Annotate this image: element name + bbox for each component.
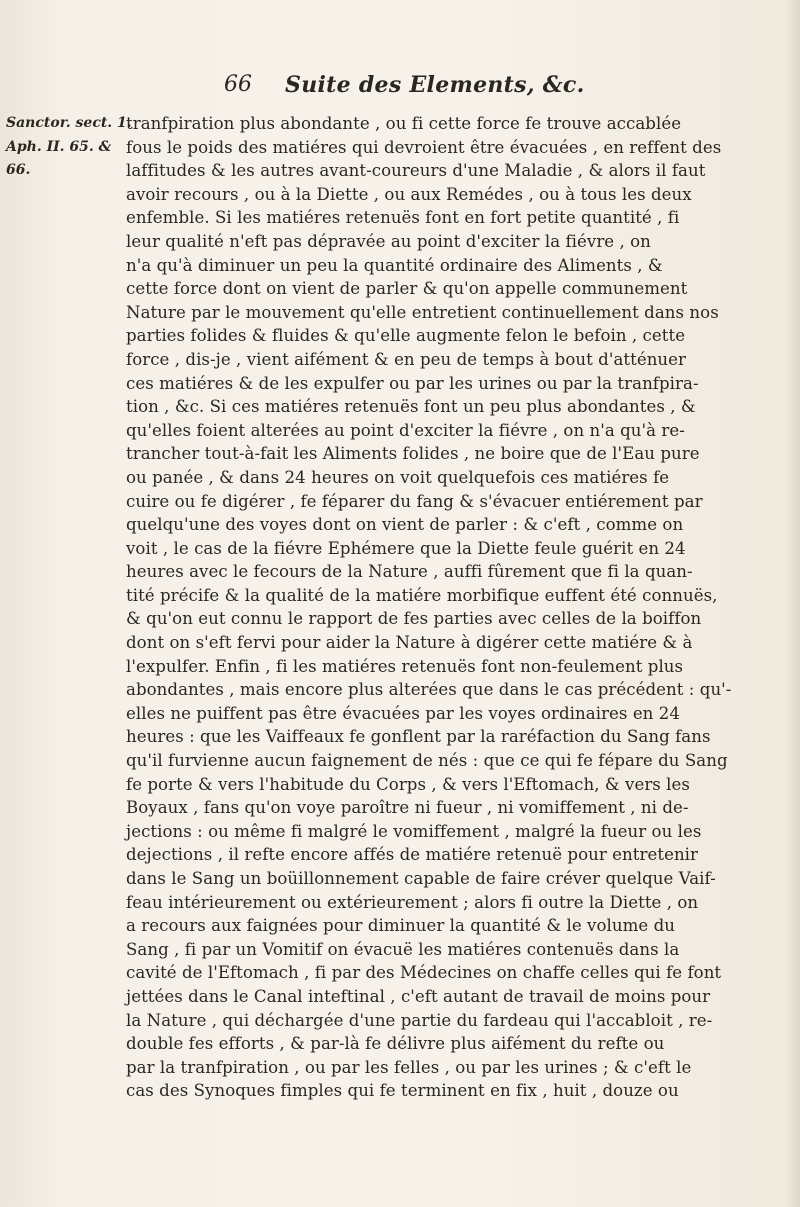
text-line: enfemble. Si les matiéres retenuës font en fort petite quantité , fi [126, 208, 680, 228]
page-header [0, 72, 800, 102]
text-line: elles ne puiffent pas être évacuées par les voyes ordinaires en 24 [126, 703, 680, 723]
margin-note: Aph. II. 65. & [6, 138, 112, 155]
text-line: cavité de l'Eftomach , fi par des Médecines on chaffe celles qui fe font [126, 963, 722, 983]
running-head: Suite des Elements, &c. [285, 72, 585, 98]
margin-note: Sanctor. sect. 1. [6, 115, 132, 131]
text-line: la Nature , qui déchargée d'une partie du fardeau qui l'accabloit , re- [126, 1010, 713, 1030]
text-line: double fes efforts , & par-là fe délivre plus aifément du refte ou [126, 1034, 665, 1054]
text-line: Sang , fi par un Vomitif on évacuë les matiéres contenuës dans la [126, 939, 680, 959]
page-gutter-shadow [786, 0, 800, 1207]
text-line: laffitudes & les autres avant-coureurs d'une Maladie , & alors il faut [126, 161, 706, 181]
text-line: ou panée , & dans 24 heures on voit quelquefois ces matiéres fe [126, 467, 670, 487]
text-line: qu'il furvienne aucun faignement de nés : que ce qui fe fépare du Sang [126, 751, 728, 771]
text-line: heures avec le fecours de la Nature , auffi fûrement que fi la quan- [126, 562, 693, 582]
text-line: avoir recours , ou à la Diette , ou aux Remédes , ou à tous les deux [126, 184, 692, 204]
text-line: par la tranfpiration , ou par les felles , ou par les urines ; & c'eft le [126, 1057, 692, 1077]
text-line: quelqu'une des voyes dont on vient de parler : & c'eft , comme on [126, 515, 684, 535]
text-line: feau intérieurement ou extérieurement ; alors fi outre la Diette , on [126, 892, 699, 912]
text-line: & qu'on eut connu le rapport de fes parties avec celles de la boiffon [126, 609, 702, 629]
margin-notes [6, 112, 132, 183]
text-line: ces matiéres & de les expulfer ou par les urines ou par la tranfpira- [126, 373, 699, 393]
text-line: fe porte & vers l'habitude du Corps , & vers l'Eftomach, & vers les [126, 774, 690, 794]
text-line: heures : que les Vaiffeaux fe gonflent par la raréfaction du Sang fans [126, 727, 711, 747]
page-number: 66 [224, 72, 252, 97]
text-line: dont on s'eft fervi pour aider la Nature à digérer cette matiére & à [126, 633, 693, 653]
text-line: tranfpiration plus abondante , ou fi cette force fe trouve accablée [126, 114, 682, 133]
text-line: Nature par le mouvement qu'elle entretient continuellement dans nos [126, 302, 719, 322]
body-text [126, 112, 776, 1103]
text-line: Boyaux , fans qu'on voye paroître ni fueur , ni vomiffement , ni de- [126, 798, 689, 818]
text-line: force , dis-je , vient aifément & en peu de temps à bout d'atténuer [126, 349, 687, 369]
text-line: cas des Synoques fimples qui fe terminent en fix , huit , douze ou [126, 1081, 679, 1101]
text-line: a recours aux faignées pour diminuer la quantité & le volume du [126, 916, 675, 936]
text-line: jettées dans le Canal inteftinal , c'eft autant de travail de moins pour [126, 986, 711, 1006]
text-line: voit , le cas de la fiévre Ephémere que la Diette feule guérit en 24 [126, 538, 686, 558]
text-line: trancher tout-à-fait les Aliments folides , ne boire que de l'Eau pure [126, 444, 700, 464]
text-line: parties folides & fluides & qu'elle augmente felon le befoin , cette [126, 326, 686, 346]
text-line: jections : ou même fi malgré le vomiffement , malgré la fueur ou les [126, 821, 702, 841]
text-line: tité précife & la qualité de la matiére morbifique euffent été connuës, [126, 585, 718, 605]
margin-note: 66. [6, 162, 31, 179]
text-line: fous le poids des matiéres qui devroient être évacuées , en reffent des [126, 137, 722, 157]
text-line: qu'elles foient alterées au point d'exciter la fiévre , on n'a qu'à re- [126, 420, 685, 440]
text-line: cuire ou fe digérer , fe féparer du fang & s'évacuer entiérement par [126, 491, 703, 511]
text-line: cette force dont on vient de parler & qu'on appelle communement [126, 279, 688, 299]
text-line: dejections , il refte encore affés de matiére retenuë pour entretenir [126, 845, 699, 865]
text-line: leur qualité n'eft pas dépravée au point d'exciter la fiévre , on [126, 231, 651, 251]
text-line: l'expulfer. Enfin , fi les matiéres retenuës font non-feulement plus [126, 656, 684, 676]
text-line: abondantes , mais encore plus alterées que dans le cas précédent : qu'- [126, 680, 732, 700]
text-line: n'a qu'à diminuer un peu la quantité ordinaire des Aliments , & [126, 255, 663, 275]
text-line: dans le Sang un boüillonnement capable de faire créver quelque Vaif- [126, 869, 716, 888]
text-line: tion , &c. Si ces matiéres retenuës font un peu plus abondantes , & [126, 397, 696, 417]
